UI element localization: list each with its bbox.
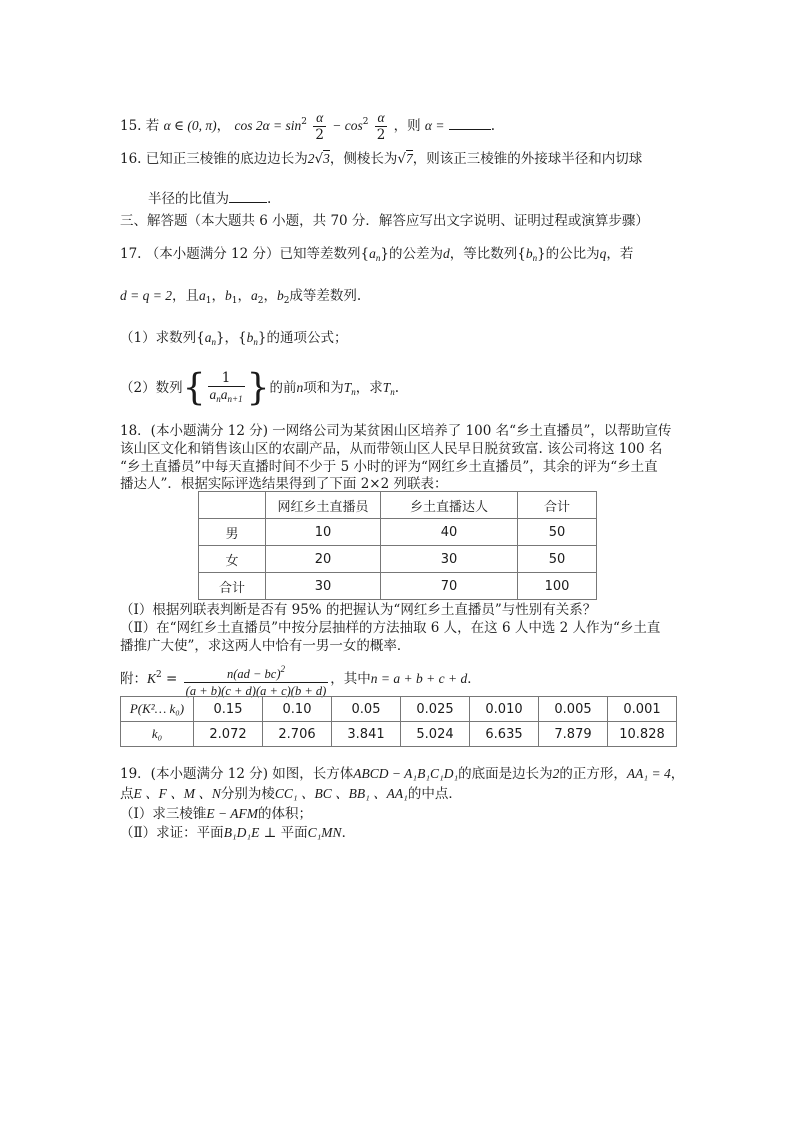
table-cell: 70 [381,573,518,600]
table-cell: 0.005 [539,697,608,722]
q15-sq1: 2 [301,117,308,127]
table-header-cell: 乡土直播达人 [381,492,518,519]
table-cell: 0.010 [470,697,539,722]
brace-right-icon-2: } [537,246,546,262]
question-17-part1 [120,329,347,351]
q19-part2-math2: C₁MN [307,825,342,840]
q16-line2-end: . [267,191,272,207]
big-brace-left-icon: { [182,367,206,409]
q19-part2b: 平面 [280,825,308,841]
table-cell: 10.828 [608,722,677,747]
table-cell: 40 [381,519,518,546]
q17-an: a [369,246,376,261]
q15-alpha-eq: α = [424,118,445,133]
question-18-line3: “乡土直播员”中每天直播时间不少于 5 小时的评为“网红乡土直播员”，其余的评为“乡土直 [120,459,658,475]
section-3-heading: 三、解答题（本大题共 6 小题，共 70 分．解答应写出文字说明、证明过程或演算步骤） [120,213,649,229]
q17-p2-T2: T [382,380,391,395]
brace-left-icon-4: { [238,330,247,346]
table-header-cell: P(K²… k₀) [121,697,194,722]
q17-p2-n: n [296,380,304,395]
table-cell: 20 [266,546,381,573]
q19-line2b: 分别为棱 [220,786,275,802]
table-header-cell: k₀ [121,722,194,747]
question-17-line1 [120,245,633,267]
q16-text-b: ，侧棱长为 [329,151,398,167]
q19-line1c: 的正方形， [559,766,627,782]
q16-text-a: 已知正三棱锥的底边边长为 [145,151,308,167]
question-18-line2: 该山区文化和销售该山区的农副产品，从而带领山区人民早日脱贫致富. 该公司将这 100 名 [120,441,663,457]
question-16-line2 [148,188,271,208]
question-17-line2: d = q = 2，且$a_1$，$b_1$，$a_2$，$b_2$成等差数列. [120,288,362,306]
q15-minus-cos: − cos [332,118,363,133]
table-cell: 2.072 [194,722,263,747]
q17-lead: 17. （本小题满分 12 分）已知等差数列 [120,246,361,262]
q19-line1a: 19．(本小题满分 12 分) 如图，长方体 [120,766,354,782]
q17-b2: b [276,288,284,303]
q16-sqrt7: 7 [406,151,413,166]
table-cell: 2.706 [263,722,332,747]
contingency-table [198,491,597,600]
question-18-part1: （Ⅰ）根据列联表判断是否有 95% 的把握认为“网红乡土直播员”与性别有关系？ [120,602,597,618]
q16-sqrt-icon-2: √ [397,151,406,167]
q17-p1-sep: ， [224,330,239,346]
table-row [199,546,597,573]
big-brace-right-icon: } [246,367,270,409]
table-row [199,573,597,600]
q17-a2: a [250,288,258,303]
table-cell: 3.841 [332,722,401,747]
table-cell: 6.635 [470,722,539,747]
question-19-part1 [120,805,312,823]
q15-frac2: $\frac{\alpha}{2}$ [376,110,386,143]
brace-left-icon-3: { [196,330,205,346]
q16-two: 2 [307,151,315,166]
question-19-part2 [120,824,355,842]
q17-mid4: ，若 [606,246,634,262]
table-row [121,722,677,747]
table-row [121,697,677,722]
question-18-part2a: （Ⅱ）在“网红乡土直播员”中按分层抽样的方法抽取 6 人，在这 6 人中选 2 人作为“乡土直 [120,620,661,636]
table-row [199,519,597,546]
table-cell: 30 [266,573,381,600]
q19-part1a: （Ⅰ）求三棱锥 [120,806,207,822]
question-18-line4: 播达人”．根据实际评选结果得到了下面 2×2 列联表： [120,476,448,492]
table-cell: 30 [381,546,518,573]
question-17-part2 [120,364,399,412]
q17-p2-dot: . [394,380,400,396]
q17-p2-T-sub: n [351,387,356,397]
q17-p2-label: （2）数列 [120,380,183,396]
q16-line2: 半径的比值为 [148,191,229,207]
formula-where: ，其中 [330,671,371,687]
q19-line1-math: ABCD − A₁B₁C₁D₁ [353,766,459,781]
q19-part2c: ． [341,825,356,841]
table-cell: 0.10 [263,697,332,722]
brace-right-icon: } [380,246,389,262]
q17-p2-mid: 的前 [269,380,297,396]
q17-p2-mid2: 项和为 [303,380,344,396]
q19-part1-math: E − AFM [206,806,258,821]
formula-fraction: $\frac{n(ad - bc)^2}{(a + b)(c + d)(a + c)(b + d)}$ [185,663,327,698]
table-cell: 女 [199,546,266,573]
q15-cos2a: cos 2α = sin [234,118,302,133]
question-18-line1: 18．(本小题满分 12 分) 一网络公司为某贫困山区培养了 100 名“乡土直播员”，以帮助宣传 [120,423,672,439]
q17-a1: a [198,288,206,303]
question-18-part2b: 播推广大使”，求这两人中恰有一男一女的概率． [120,638,411,654]
formula-eq: = [161,671,182,687]
table-cell: 0.05 [332,697,401,722]
q19-line1b: 的底面是边长为 [458,766,553,782]
q17-p2-T2-sub: n [390,387,395,397]
q17-p2-T: T [343,380,352,395]
q17-p1-an-sub: n [211,337,216,347]
table-header-cell: 合计 [518,492,597,519]
critical-value-table [120,696,677,747]
q17-p1-an: a [204,330,212,345]
formula-prefix: 附： [120,671,147,687]
table-cell: 合计 [199,573,266,600]
q17-p2-end: ，求 [355,380,383,396]
table-cell: 50 [518,546,597,573]
q15-end: . [490,118,496,134]
q17-b1: b [224,288,232,303]
q17-line2-eq: d = q = 2 [120,288,172,303]
formula-K: K [147,671,157,686]
q17-p1-bn-sub: n [253,337,258,347]
q19-line1-two: 2 [552,766,560,781]
q16-number: 16. [120,151,142,167]
q16-text-c: ，则该正三棱锥的外接球半径和内切球 [412,151,643,167]
q19-line1d: ， [670,766,685,782]
q17-p1-bn: b [246,330,254,345]
q15-frac1: $\frac{\alpha}{2}$ [315,110,324,143]
q15-answer-blank[interactable] [449,115,491,130]
q15-then: ，则 [393,118,421,134]
table-cell: 50 [518,519,597,546]
q17-an-sub: n [375,253,381,263]
q15-ruo: 若 [145,118,160,134]
q16-answer-blank[interactable] [229,188,267,203]
q15-sq2: 2 [362,117,369,127]
formula-end: ． [467,671,481,687]
q17-mid1: 的公差为 [388,246,443,262]
q17-p1-end: 的通项公式； [266,330,348,346]
q17-p2-frac: $\frac{1}{a_na_{n+1}}$ [208,370,245,407]
q19-part2a: （Ⅱ）求证：平面 [120,825,224,841]
table-cell: 5.024 [401,722,470,747]
table-cell: 10 [266,519,381,546]
brace-right-icon-3: } [215,330,225,346]
question-18-formula [120,656,481,698]
q19-part1b: 的体积； [257,806,312,822]
q17-bn: b [525,246,533,261]
table-header-row [199,492,597,519]
brace-right-icon-4: } [257,330,267,346]
question-16-line1 [120,150,642,168]
q17-line2-and: ，且 [171,288,199,304]
q19-part2-math1: B₁D₁E [223,825,260,840]
q16-sqrt-icon: √ [314,151,324,167]
table-cell: 0.001 [608,697,677,722]
q19-part2-perp: ⊥ [259,825,281,841]
q17-d: d [442,246,450,261]
q19-line1-aa: AA₁ = 4 [626,766,671,781]
table-cell: 0.15 [194,697,263,722]
q19-line2-edges: CC₁ 、BC 、BB₁ 、AA₁ [274,786,408,801]
brace-left-icon: { [360,246,370,262]
q15-number: 15. [120,118,142,134]
brace-left-icon-2: { [517,246,526,262]
table-cell: 100 [518,573,597,600]
question-19-line1 [120,765,684,783]
q19-line2a: 点 [120,786,134,802]
q19-line2-math: E 、F 、M 、N [133,786,221,801]
q15-range: α ∈ (0, π) [163,118,217,133]
q17-p1-label: （1）求数列 [120,330,197,346]
q16-sqrt3: 3 [323,151,330,166]
q17-b2-sub: 2 [283,296,290,306]
question-15: 15. 若 α ∈ (0, π)， $\cos 2\alpha = \sin^2$ $\frac{\alpha}{2}$ − $\cos^2$ $\frac{\alpha}{2}$ ，则 α = . [120,110,496,143]
table-header-cell: 网红乡土直播员 [266,492,381,519]
formula-K-sq: 2 [156,670,162,680]
q17-a2-sub: 2 [257,296,264,306]
q17-mid2: ，等比数列 [449,246,518,262]
formula-n: n = a + b + c + d [370,671,468,686]
q17-mid3: 的公比为 [545,246,600,262]
q17-a1-sub: 1 [205,296,212,306]
table-header-cell [199,492,266,519]
q17-line2-end: 成等差数列. [289,288,362,304]
q17-bn-sub: n [532,253,538,263]
q19-line2c: 的中点． [407,786,462,802]
question-19-line2 [120,785,462,803]
table-cell: 7.879 [539,722,608,747]
q17-q: q [599,246,607,261]
q17-b1-sub: 1 [231,296,238,306]
table-cell: 男 [199,519,266,546]
table-cell: 0.025 [401,697,470,722]
